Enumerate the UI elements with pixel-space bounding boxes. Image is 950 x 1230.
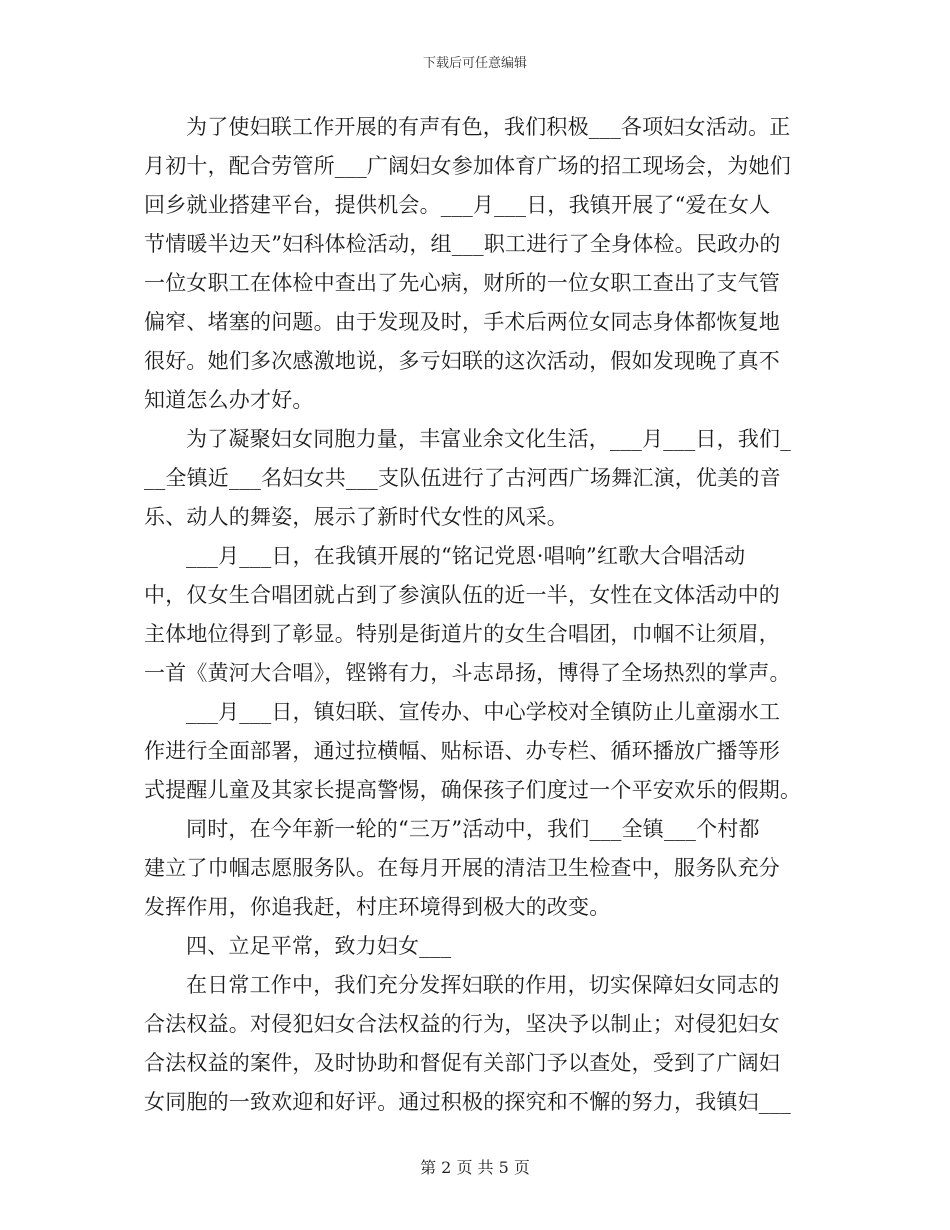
text-line: 女同胞的一致欢迎和好评。通过积极的探究和不懈的努力，我镇妇___	[144, 1090, 791, 1114]
text-line: 建立了巾帼志愿服务队。在每月开展的清洁卫生检查中，服务队充分	[144, 856, 780, 880]
text-line: 节情暖半边天”妇科体检活动，组___职工进行了全身体检。民政办的	[144, 232, 781, 256]
text-line: 四、立足平常，致力妇女___	[186, 934, 452, 958]
text-line: 很好。她们多次感激地说，多亏妇联的这次活动，假如发现晚了真不	[144, 349, 780, 373]
text-line: 同时，在今年新一轮的“三万”活动中，我们___全镇___个村都	[186, 817, 760, 841]
page-number: 第 2 页 共 5 页	[420, 1158, 530, 1177]
text-line: 为了凝聚妇女同胞力量，丰富业余文化生活，___月___日，我们_	[186, 427, 791, 451]
text-line: 回乡就业搭建平台，提供机会。___月___日，我镇开展了“爱在女人	[144, 193, 771, 217]
text-line: 月初十，配合劳管所___广阔妇女参加体育广场的招工现场会，为她们	[144, 154, 791, 178]
text-line: 一位女职工在体检中查出了先心病，财所的一位女职工查出了支气管	[144, 271, 780, 295]
document-body	[144, 108, 808, 1122]
text-line: 中，仅女生合唱团就占到了参演队伍的近一半，女性在文体活动中的	[144, 583, 780, 607]
text-line: __全镇近___名妇女共___支队伍进行了古河西广场舞汇演，优美的音	[144, 466, 781, 490]
text-line: 合法权益。对侵犯妇女合法权益的行为，坚决予以制止；对侵犯妇女	[144, 1012, 780, 1036]
text-line: 式提醒儿童及其家长提高警惕，确保孩子们度过一个平安欢乐的假期。	[144, 778, 802, 802]
text-line: 知道怎么办才好。	[144, 388, 314, 412]
page-header-note: 下载后可任意编辑	[422, 56, 527, 71]
text-line: 发挥作用，你追我赶，村庄环境得到极大的改变。	[144, 895, 611, 919]
text-line: 乐、动人的舞姿，展示了新时代女性的风采。	[144, 505, 568, 529]
text-line: 主体地位得到了彰显。特别是街道片的女生合唱团，巾帼不让须眉，	[144, 622, 780, 646]
text-line: 为了使妇联工作开展的有声有色，我们积极___各项妇女活动。正	[186, 115, 791, 139]
text-line: 一首《黄河大合唱》，铿锵有力，斗志昂扬，博得了全场热烈的掌声。	[144, 661, 791, 685]
text-line: 合法权益的案件，及时协助和督促有关部门予以查处，受到了广阔妇	[144, 1051, 780, 1075]
text-line: 偏窄、堵塞的问题。由于发现及时，手术后两位女同志身体都恢复地	[144, 310, 780, 334]
text-line: 在日常工作中，我们充分发挥妇联的作用，切实保障妇女同志的	[186, 973, 780, 997]
text-line: ___月___日，镇妇联、宣传办、中心学校对全镇防止儿童溺水工	[186, 700, 781, 724]
text-line: 作进行全面部署，通过拉横幅、贴标语、办专栏、循环播放广播等形	[144, 739, 780, 763]
text-line: ___月___日，在我镇开展的“铭记党恩·唱响”红歌大合唱活动	[186, 544, 746, 568]
